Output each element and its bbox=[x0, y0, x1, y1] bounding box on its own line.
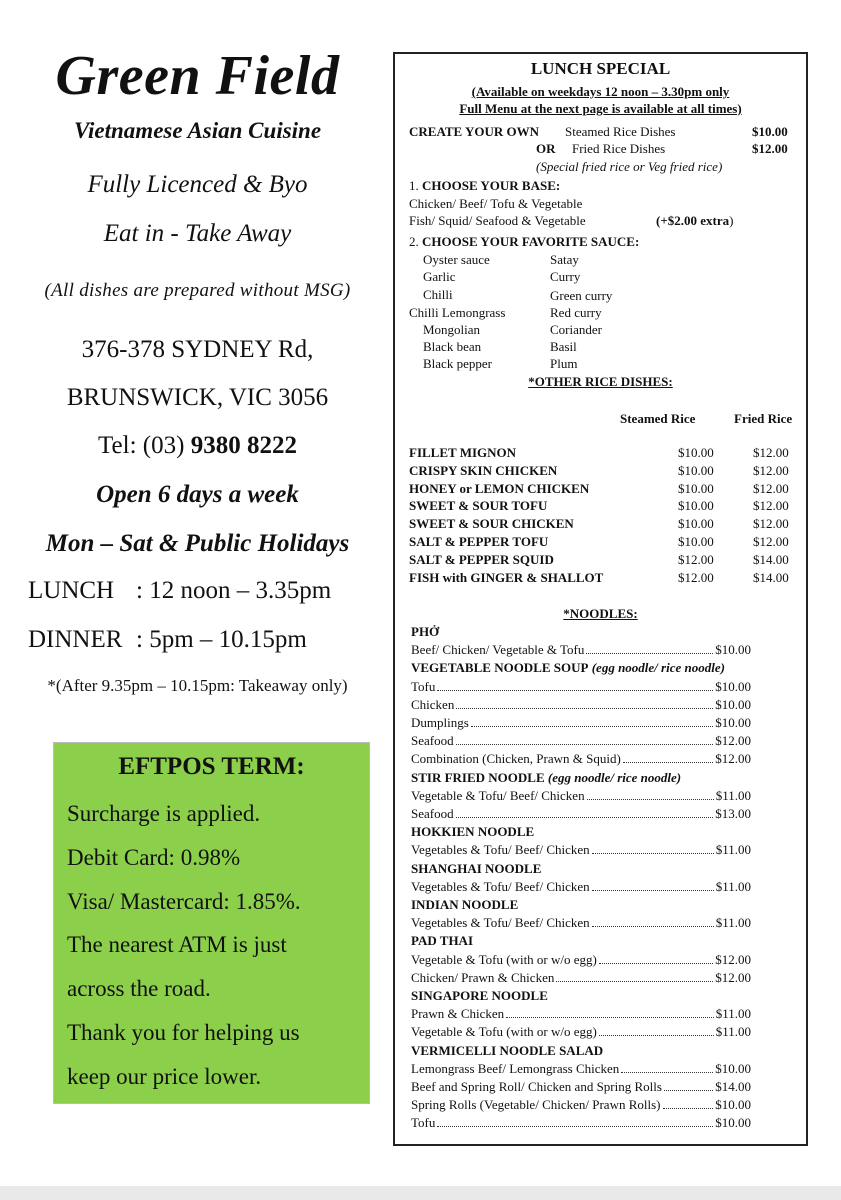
noodle-item-price: $10.00 bbox=[715, 1115, 751, 1131]
noodle-item-name: Combination (Chicken, Prawn & Squid) bbox=[411, 751, 621, 767]
noodle-item-name: Beef/ Chicken/ Vegetable & Tofu bbox=[411, 642, 585, 658]
other-rice-heading: *OTHER RICE DISHES: bbox=[528, 374, 673, 389]
noodle-item bbox=[411, 1006, 751, 1022]
steamed-price: $10.00 bbox=[678, 445, 714, 460]
step2-text: CHOOSE YOUR FAVORITE SAUCE: bbox=[422, 234, 640, 249]
noodle-item-price: $10.00 bbox=[715, 1097, 751, 1113]
noodle-item-price: $10.00 bbox=[715, 1060, 751, 1076]
noodle-item-name: Seafood bbox=[411, 806, 454, 821]
noodle-item-price: $11.00 bbox=[715, 1006, 751, 1022]
noodle-item-price: $13.00 bbox=[715, 806, 751, 821]
service-line: Eat in - Take Away bbox=[103, 220, 292, 247]
dot-leader bbox=[556, 971, 713, 982]
days-detail: Mon – Sat & Public Holidays bbox=[45, 530, 350, 557]
step1-heading bbox=[409, 178, 560, 193]
fried-rice-price: $12.00 bbox=[752, 141, 788, 156]
base-option: Fish/ Squid/ Seafood & Vegetable bbox=[409, 213, 586, 228]
rice-dish-row bbox=[409, 570, 794, 587]
dot-leader bbox=[592, 916, 714, 927]
eftpos-line: across the road. bbox=[67, 976, 211, 1001]
noodle-item bbox=[411, 751, 751, 767]
noodle-item bbox=[411, 733, 751, 749]
dot-leader bbox=[664, 1080, 713, 1091]
telephone bbox=[0, 432, 395, 460]
address-line2: BRUNSWICK, VIC 3056 bbox=[66, 384, 329, 411]
base-extra-amount: (+$2.00 extra bbox=[656, 213, 730, 228]
noodle-item-price: $11.00 bbox=[715, 878, 751, 894]
noodle-item-price: $12.00 bbox=[715, 951, 751, 967]
noodles-heading: *NOODLES: bbox=[563, 606, 638, 621]
noodle-section-name: PAD THAI bbox=[411, 933, 473, 949]
noodle-section-name: HOKKIEN NOODLE bbox=[411, 824, 535, 840]
fried-price: $12.00 bbox=[753, 516, 789, 532]
takeaway-note: *(After 9.35pm – 10.15pm: Takeaway only) bbox=[47, 676, 348, 695]
dot-leader bbox=[599, 1025, 714, 1036]
sauce-option: Black bean bbox=[423, 339, 482, 354]
noodle-section-name: STIR FRIED NOODLE bbox=[411, 769, 545, 785]
noodle-item bbox=[411, 952, 751, 968]
dot-leader bbox=[663, 1098, 714, 1109]
noodle-item bbox=[411, 788, 751, 804]
sauce-option: Curry bbox=[550, 269, 581, 284]
dish-name: SALT & PEPPER SQUID bbox=[409, 551, 554, 567]
create-your-own-label: CREATE YOUR OWN bbox=[409, 124, 540, 139]
noodle-section-title bbox=[411, 660, 725, 675]
dish-name: HONEY or LEMON CHICKEN bbox=[409, 480, 590, 496]
full-menu-note: Full Menu at the next page is available at all times) bbox=[459, 101, 742, 116]
fried-price: $14.00 bbox=[753, 551, 789, 567]
noodle-item bbox=[411, 715, 751, 731]
noodle-item bbox=[411, 1097, 751, 1113]
noodle-section-title bbox=[411, 988, 548, 1003]
noodle-item-price: $14.00 bbox=[715, 1079, 751, 1094]
noodle-section-name: VERMICELLI NOODLE SALAD bbox=[411, 1042, 604, 1058]
dot-leader bbox=[437, 1116, 713, 1127]
noodle-item-price: $12.00 bbox=[715, 969, 751, 985]
base-extra-note bbox=[656, 213, 733, 228]
noodle-item-price: $11.00 bbox=[715, 842, 751, 858]
availability-note: (Available on weekdays 12 noon – 3.30pm only bbox=[471, 84, 730, 99]
noodle-item bbox=[411, 915, 751, 931]
cuisine-tagline: Vietnamese Asian Cuisine bbox=[73, 118, 322, 143]
steamed-rice-label: Steamed Rice Dishes bbox=[565, 124, 676, 139]
eftpos-line: Surcharge is applied. bbox=[67, 801, 261, 826]
fried-price: $14.00 bbox=[753, 569, 789, 585]
dot-leader bbox=[471, 716, 713, 727]
lunch-hours bbox=[28, 577, 331, 605]
dot-leader bbox=[623, 752, 713, 763]
noodle-item-name: Vegetables & Tofu/ Beef/ Chicken bbox=[411, 915, 590, 931]
eftpos-line: Thank you for helping us bbox=[67, 1020, 300, 1045]
fried-rice-label: Fried Rice Dishes bbox=[572, 141, 666, 156]
dish-name: FILLET MIGNON bbox=[409, 445, 517, 460]
steamed-column-header: Steamed Rice bbox=[620, 411, 696, 426]
dish-name: SWEET & SOUR CHICKEN bbox=[409, 516, 574, 532]
noodle-item bbox=[411, 842, 751, 858]
noodle-section-name: SHANGHAI NOODLE bbox=[411, 860, 542, 876]
noodle-item-price: $11.00 bbox=[715, 787, 751, 803]
steamed-rice-price: $10.00 bbox=[752, 124, 788, 139]
dot-leader bbox=[599, 953, 713, 964]
sauce-option: Chilli bbox=[423, 287, 453, 302]
noodle-item-name: Seafood bbox=[411, 733, 454, 749]
open-days: Open 6 days a week bbox=[96, 481, 299, 508]
sauce-option: Chilli Lemongrass bbox=[409, 305, 506, 320]
fried-price: $12.00 bbox=[753, 480, 789, 496]
tel-label: Tel: (03) bbox=[98, 432, 191, 459]
noodle-item-name: Tofu bbox=[411, 1115, 436, 1131]
sauce-option: Plum bbox=[550, 356, 578, 371]
msg-note: (All dishes are prepared without MSG) bbox=[44, 280, 351, 301]
steamed-price: $10.00 bbox=[678, 498, 714, 514]
lunch-time: : 12 noon – 3.35pm bbox=[136, 577, 332, 604]
special-rice-note: (Special fried rice or Veg fried rice) bbox=[536, 159, 723, 174]
noodle-section-title bbox=[411, 824, 534, 839]
noodle-item bbox=[411, 1024, 751, 1040]
noodle-item bbox=[411, 1061, 751, 1077]
noodle-item-name: Tofu bbox=[411, 678, 436, 694]
rice-dish-row bbox=[409, 516, 794, 533]
fried-price: $12.00 bbox=[753, 445, 789, 460]
eftpos-line: The nearest ATM is just bbox=[67, 932, 287, 957]
noodle-item-price: $10.00 bbox=[715, 642, 751, 658]
noodle-section-title bbox=[411, 770, 681, 785]
dot-leader bbox=[587, 789, 714, 800]
step2-number: 2. bbox=[409, 234, 422, 249]
noodle-item-price: $12.00 bbox=[715, 733, 751, 749]
noodle-item-price: $11.00 bbox=[715, 1024, 751, 1040]
noodle-item bbox=[411, 697, 751, 713]
sauce-option: Green curry bbox=[550, 288, 613, 303]
dot-leader bbox=[592, 843, 714, 854]
base-option: Chicken/ Beef/ Tofu & Vegetable bbox=[409, 196, 583, 211]
step1-text: CHOOSE YOUR BASE: bbox=[422, 178, 561, 193]
noodle-item-name: Vegetables & Tofu/ Beef/ Chicken bbox=[411, 878, 590, 894]
noodle-section-title bbox=[411, 1043, 603, 1058]
noodle-item-name: Prawn & Chicken bbox=[411, 1006, 505, 1022]
eftpos-title: EFTPOS TERM: bbox=[118, 753, 305, 780]
lunch-label: LUNCH bbox=[28, 577, 115, 604]
noodle-item-name: Vegetable & Tofu (with or w/o egg) bbox=[411, 951, 597, 967]
fried-price: $12.00 bbox=[753, 534, 789, 549]
dish-name: FISH with GINGER & SHALLOT bbox=[409, 569, 604, 585]
noodle-item-price: $12.00 bbox=[715, 751, 751, 767]
noodle-item-name: Chicken bbox=[411, 696, 455, 712]
noodle-section-title bbox=[411, 897, 518, 912]
noodle-item-name: Vegetable & Tofu/ Beef/ Chicken bbox=[411, 787, 585, 803]
base-extra-close: ) bbox=[729, 213, 734, 228]
sauce-option: Satay bbox=[550, 252, 579, 267]
dish-name: SALT & PEPPER TOFU bbox=[409, 534, 549, 549]
steamed-price: $12.00 bbox=[678, 551, 714, 567]
eftpos-line: Debit Card: 0.98% bbox=[67, 845, 241, 870]
or-label: OR bbox=[536, 141, 556, 156]
steamed-price: $10.00 bbox=[678, 534, 714, 549]
restaurant-name: Green Field bbox=[55, 45, 340, 107]
steamed-price: $10.00 bbox=[678, 516, 714, 532]
dinner-time: : 5pm – 10.15pm bbox=[136, 626, 307, 653]
noodle-item-name: Vegetable & Tofu (with or w/o egg) bbox=[411, 1024, 597, 1040]
rice-dish-row bbox=[409, 463, 794, 480]
step2-heading bbox=[409, 234, 639, 249]
noodle-item bbox=[411, 642, 751, 658]
noodle-item bbox=[411, 679, 751, 695]
noodle-section-note: (egg noodle/ rice noodle) bbox=[591, 660, 725, 676]
dinner-hours bbox=[28, 626, 307, 654]
rice-dish-row bbox=[409, 552, 794, 569]
dot-leader bbox=[592, 880, 714, 891]
noodle-section-name: VEGETABLE NOODLE SOUP bbox=[411, 660, 589, 676]
dot-leader bbox=[456, 807, 714, 818]
sauce-option: Oyster sauce bbox=[423, 252, 490, 267]
noodle-item-name: Chicken/ Prawn & Chicken bbox=[411, 969, 555, 985]
noodle-item-name: Beef and Spring Roll/ Chicken and Spring Rolls bbox=[411, 1079, 662, 1094]
dot-leader bbox=[456, 698, 713, 709]
noodle-item-name: Vegetables & Tofu/ Beef/ Chicken bbox=[411, 842, 590, 858]
fried-column-header: Fried Rice bbox=[734, 411, 793, 426]
sauce-option: Red curry bbox=[550, 305, 602, 320]
rice-dish-row bbox=[409, 481, 794, 498]
noodle-item bbox=[411, 1115, 751, 1131]
rice-dish-row bbox=[409, 445, 794, 462]
noodle-item-name: Spring Rolls (Vegetable/ Chicken/ Prawn Rolls) bbox=[411, 1097, 661, 1113]
rice-dish-row bbox=[409, 534, 794, 551]
noodle-section-name: PHỞ bbox=[411, 624, 440, 639]
noodle-item bbox=[411, 970, 751, 986]
licence-line: Fully Licenced & Byo bbox=[87, 171, 308, 198]
lunch-special-menu bbox=[393, 52, 808, 1146]
dish-name: SWEET & SOUR TOFU bbox=[409, 498, 548, 514]
dot-leader bbox=[586, 643, 713, 654]
noodle-item-price: $11.00 bbox=[715, 915, 751, 931]
fried-price: $12.00 bbox=[753, 462, 789, 478]
dot-leader bbox=[437, 680, 713, 691]
dinner-label: DINNER bbox=[28, 626, 123, 653]
address-line1: 376-378 SYDNEY Rd, bbox=[81, 336, 314, 363]
eftpos-panel bbox=[53, 742, 370, 1104]
noodle-section-title bbox=[411, 933, 473, 948]
noodle-item bbox=[411, 806, 751, 822]
bottom-bar bbox=[0, 1186, 841, 1200]
dot-leader bbox=[506, 1007, 714, 1018]
noodle-item-name: Dumplings bbox=[411, 715, 469, 730]
dot-leader bbox=[456, 734, 714, 745]
rice-dish-row bbox=[409, 498, 794, 515]
steamed-price: $10.00 bbox=[678, 462, 714, 478]
noodle-section-title bbox=[411, 624, 439, 639]
sauce-option: Basil bbox=[550, 339, 577, 354]
tel-number: 9380 8222 bbox=[190, 432, 297, 459]
eftpos-line: keep our price lower. bbox=[67, 1064, 262, 1089]
noodle-item-price: $10.00 bbox=[715, 715, 751, 730]
dish-name: CRISPY SKIN CHICKEN bbox=[409, 462, 558, 478]
noodle-section-name: SINGAPORE NOODLE bbox=[411, 988, 548, 1003]
noodle-item-price: $10.00 bbox=[715, 696, 751, 712]
sauce-option: Garlic bbox=[423, 269, 456, 284]
noodle-item-name: Lemongrass Beef/ Lemongrass Chicken bbox=[411, 1060, 620, 1076]
eftpos-line: Visa/ Mastercard: 1.85%. bbox=[67, 889, 301, 914]
dot-leader bbox=[621, 1062, 713, 1073]
menu-title: LUNCH SPECIAL bbox=[530, 59, 671, 78]
steamed-price: $10.00 bbox=[678, 480, 714, 496]
step1-number: 1. bbox=[409, 178, 422, 193]
noodle-item-price: $10.00 bbox=[715, 678, 751, 694]
noodle-section-title bbox=[411, 861, 541, 876]
sauce-option: Black pepper bbox=[423, 356, 492, 371]
noodle-section-name: INDIAN NOODLE bbox=[411, 897, 519, 912]
noodle-section-note: (egg noodle/ rice noodle) bbox=[547, 769, 682, 785]
fried-price: $12.00 bbox=[753, 498, 789, 514]
steamed-price: $12.00 bbox=[678, 569, 714, 585]
sauce-option: Mongolian bbox=[423, 322, 481, 337]
noodle-item bbox=[411, 1079, 751, 1095]
sauce-option: Coriander bbox=[550, 322, 602, 337]
noodle-item bbox=[411, 879, 751, 895]
